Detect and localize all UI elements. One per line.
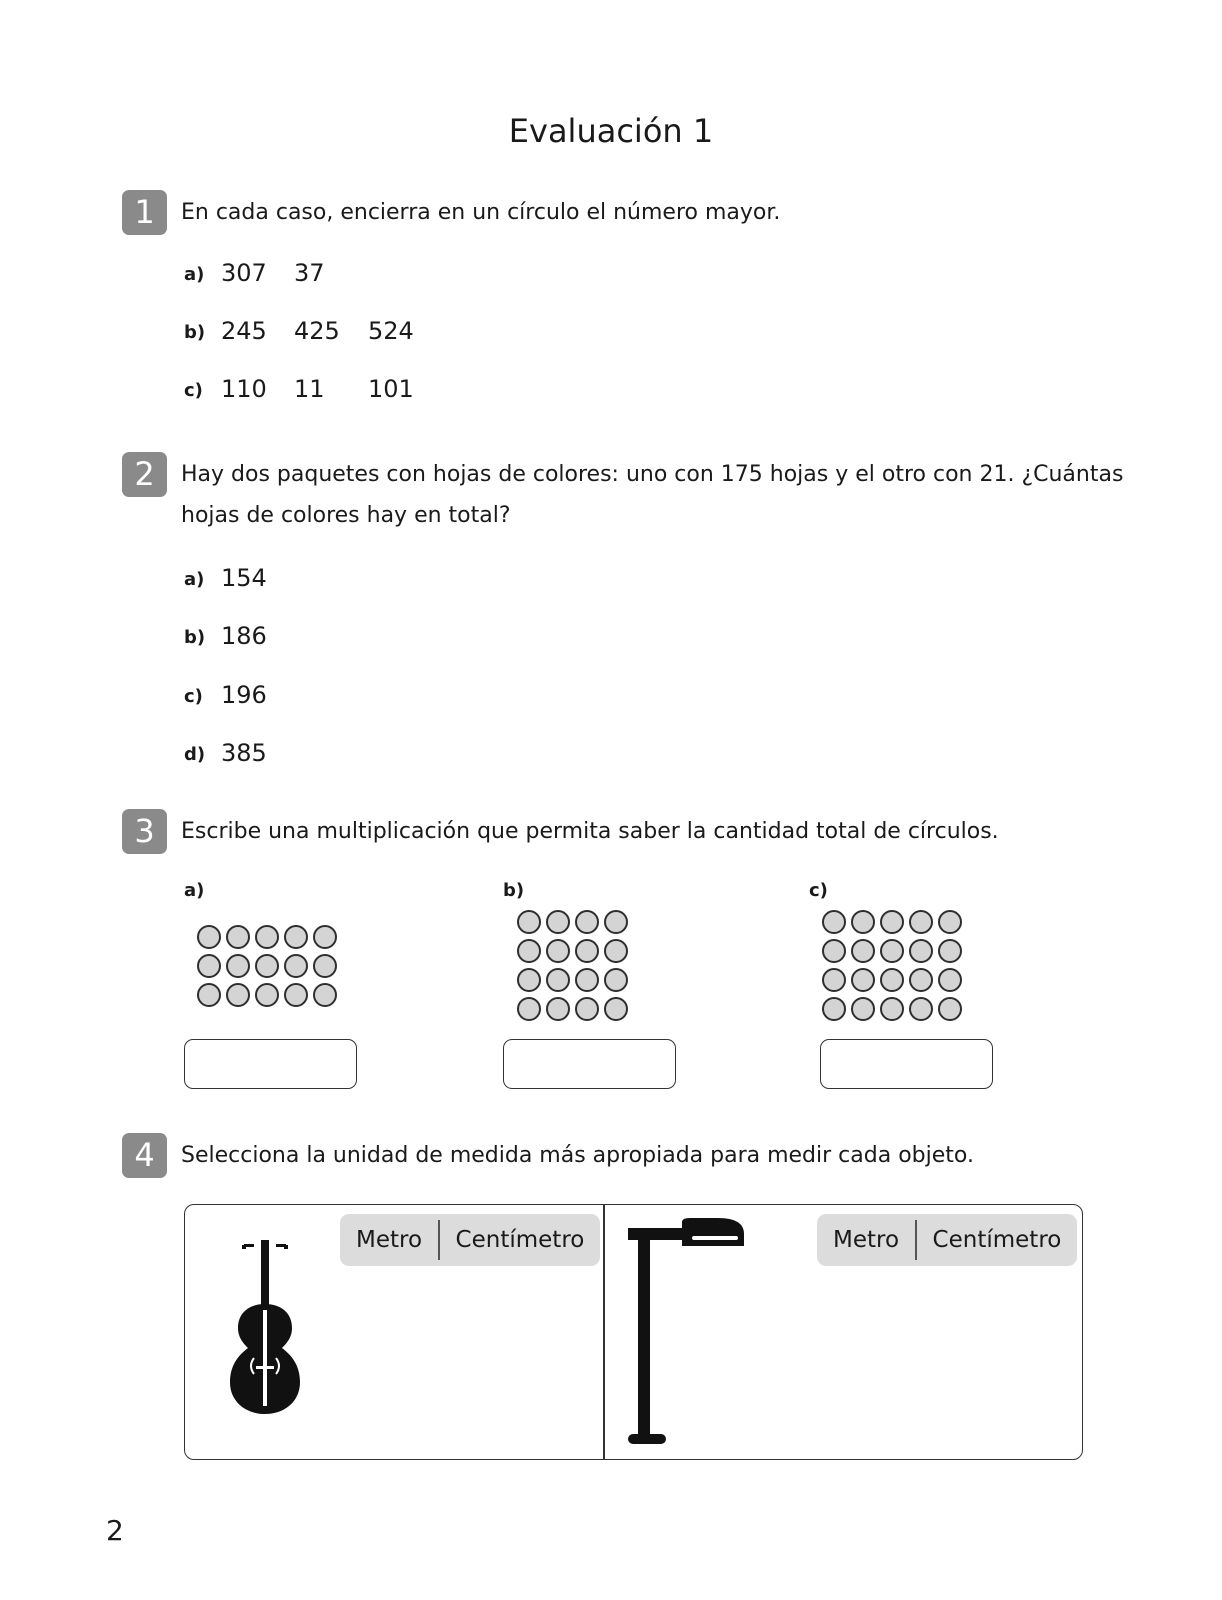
- circle: [197, 983, 221, 1007]
- circle: [197, 954, 221, 978]
- circle-array-b: [517, 910, 632, 1025]
- q1-item-b-label: b): [184, 322, 206, 343]
- circle: [546, 968, 570, 992]
- circle: [604, 968, 628, 992]
- question-1-text: En cada caso, encierra en un círculo el número mayor.: [181, 200, 781, 225]
- answer-box-b[interactable]: [503, 1039, 676, 1089]
- circle: [575, 910, 599, 934]
- circle: [822, 939, 846, 963]
- circle: [604, 997, 628, 1021]
- q2-option-c-label: c): [184, 686, 203, 707]
- circle: [909, 939, 933, 963]
- circle: [575, 968, 599, 992]
- circle: [880, 939, 904, 963]
- circle: [226, 925, 250, 949]
- q3-group-c-label: c): [809, 880, 828, 901]
- q1-item-a-label: a): [184, 264, 205, 285]
- circle: [575, 939, 599, 963]
- circle: [822, 910, 846, 934]
- q3-group-a-label: a): [184, 880, 205, 901]
- circle: [851, 997, 875, 1021]
- question-2-text-line-2: hojas de colores hay en total?: [181, 503, 511, 528]
- q1-item-a-value-1[interactable]: 307: [221, 259, 267, 287]
- circle: [226, 954, 250, 978]
- circle: [546, 997, 570, 1021]
- q2-option-b[interactable]: 186: [221, 622, 267, 650]
- circle: [313, 983, 337, 1007]
- measure-table-divider: [603, 1204, 605, 1460]
- street-lamp-icon: [620, 1218, 750, 1448]
- circle: [546, 939, 570, 963]
- circle: [604, 910, 628, 934]
- q2-option-b-label: b): [184, 627, 206, 648]
- question-2-text-line-1: Hay dos paquetes con hojas de colores: uno con 175 hojas y el otro con 21. ¿Cuántas: [181, 462, 1124, 487]
- page-title: Evaluación 1: [508, 112, 714, 150]
- circle: [880, 997, 904, 1021]
- circle: [938, 968, 962, 992]
- circle: [284, 954, 308, 978]
- circle: [938, 939, 962, 963]
- q2-option-a-label: a): [184, 569, 205, 590]
- circle: [517, 910, 541, 934]
- unit-option-metro-violin[interactable]: Metro: [356, 1227, 423, 1253]
- q1-item-c-value-1[interactable]: 110: [221, 375, 267, 403]
- question-number-3: 3: [122, 809, 167, 854]
- circle: [575, 997, 599, 1021]
- question-4-text: Selecciona la unidad de medida más apropiada para medir cada objeto.: [181, 1143, 974, 1168]
- q3-group-b-label: b): [503, 880, 525, 901]
- page-number: 2: [106, 1514, 124, 1547]
- circle: [517, 997, 541, 1021]
- circle: [851, 939, 875, 963]
- circle: [517, 939, 541, 963]
- q1-item-b-value-1[interactable]: 245: [221, 317, 267, 345]
- circle: [909, 997, 933, 1021]
- answer-box-c[interactable]: [820, 1039, 993, 1089]
- q2-option-c[interactable]: 196: [221, 681, 267, 709]
- circle: [909, 968, 933, 992]
- q1-item-b-value-3[interactable]: 524: [368, 317, 414, 345]
- circle: [284, 983, 308, 1007]
- circle: [880, 910, 904, 934]
- unit-option-metro-lamp[interactable]: Metro: [833, 1227, 900, 1253]
- circle: [226, 983, 250, 1007]
- unit-selector-lamp: [817, 1214, 1077, 1266]
- circle: [313, 925, 337, 949]
- q1-item-c-value-3[interactable]: 101: [368, 375, 414, 403]
- answer-box-a[interactable]: [184, 1039, 357, 1089]
- circle: [822, 968, 846, 992]
- circle: [880, 968, 904, 992]
- circle: [313, 954, 337, 978]
- circle: [255, 925, 279, 949]
- question-3-text: Escribe una multiplicación que permita saber la cantidad total de círculos.: [181, 819, 999, 844]
- circle: [197, 925, 221, 949]
- circle: [517, 968, 541, 992]
- q2-option-d-label: d): [184, 744, 206, 765]
- unit-option-centimetro-violin[interactable]: Centímetro: [455, 1227, 585, 1253]
- q1-item-c-label: c): [184, 380, 203, 401]
- q1-item-c-value-2[interactable]: 11: [294, 375, 325, 403]
- q2-option-d[interactable]: 385: [221, 739, 267, 767]
- circle: [851, 968, 875, 992]
- circle: [604, 939, 628, 963]
- circle: [822, 997, 846, 1021]
- circle: [938, 997, 962, 1021]
- unit-selector-violin: [340, 1214, 600, 1266]
- violin-icon: [228, 1240, 304, 1420]
- circle: [255, 983, 279, 1007]
- circle: [284, 925, 308, 949]
- circle: [255, 954, 279, 978]
- circle-array-c: [822, 910, 966, 1025]
- q1-item-a-value-2[interactable]: 37: [294, 259, 325, 287]
- unit-option-centimetro-lamp[interactable]: Centímetro: [932, 1227, 1062, 1253]
- circle: [851, 910, 875, 934]
- question-number-4: 4: [122, 1133, 167, 1178]
- question-number-1: 1: [122, 190, 167, 235]
- q1-item-b-value-2[interactable]: 425: [294, 317, 340, 345]
- circle-array-a: [197, 925, 341, 1011]
- circle: [938, 910, 962, 934]
- circle: [909, 910, 933, 934]
- question-number-2: 2: [122, 452, 167, 497]
- circle: [546, 910, 570, 934]
- q2-option-a[interactable]: 154: [221, 564, 267, 592]
